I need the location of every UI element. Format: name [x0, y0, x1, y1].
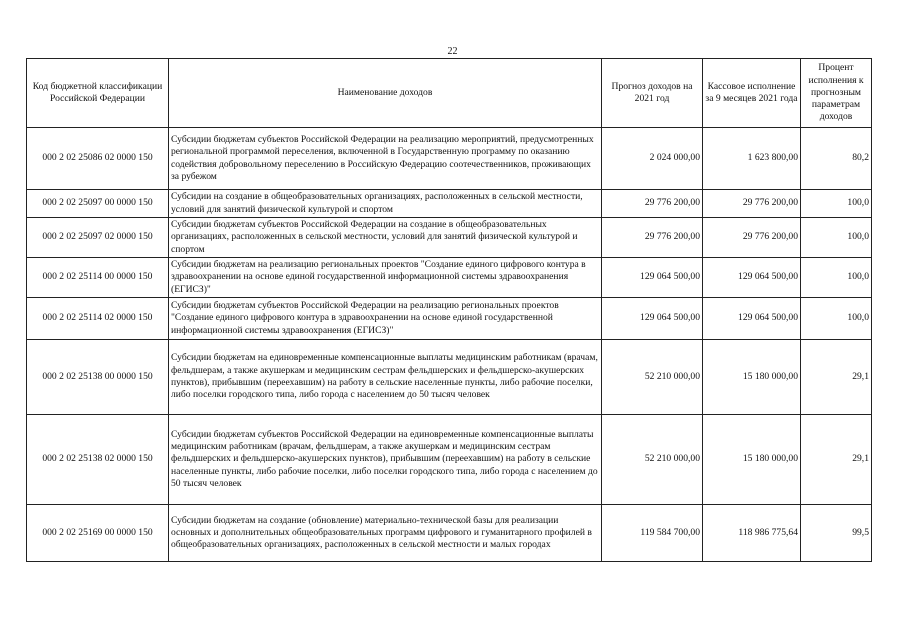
- table-row: [27, 415, 872, 505]
- row-percent: 29,1: [801, 340, 872, 415]
- row-forecast: 2 024 000,00: [602, 128, 703, 190]
- row-code: 000 2 02 25138 02 0000 150: [27, 415, 169, 505]
- table-row: [27, 190, 872, 218]
- row-code: 000 2 02 25169 00 0000 150: [27, 505, 169, 562]
- row-cash: 1 623 800,00: [703, 128, 801, 190]
- row-percent: 29,1: [801, 415, 872, 505]
- row-forecast: 52 210 000,00: [602, 415, 703, 505]
- row-cash: 29 776 200,00: [703, 190, 801, 218]
- header-name: Наименование доходов: [169, 59, 602, 128]
- page-number: 22: [447, 46, 458, 57]
- row-code: 000 2 02 25138 00 0000 150: [27, 340, 169, 415]
- table-row: [27, 340, 872, 415]
- row-forecast: 119 584 700,00: [602, 505, 703, 562]
- row-forecast: 29 776 200,00: [602, 190, 703, 218]
- header-forecast: Прогноз доходов на 2021 год: [602, 59, 703, 128]
- row-name: Субсидии бюджетам субъектов Российской Федерации на создание в общеобразовательных организациях, расположенных в сельской местности, условий для занятий физической культурой и спортом: [169, 218, 602, 258]
- table-row: [27, 505, 872, 562]
- row-forecast: 129 064 500,00: [602, 258, 703, 298]
- row-name: Субсидии бюджетам на создание (обновление) материально-технической базы для реализации основных и дополнительных общеобразовательных программ цифрового и гуманитарного профилей в общеобразовательных организациях, расположенных в сельской местности и малых городах: [169, 505, 602, 562]
- row-name: Субсидии бюджетам субъектов Российской Федерации на реализацию региональных проектов "Создание единого цифрового контура в здравоохранении на основе единой государственной информационной системы здравоохранения (ЕГИСЗ)": [169, 298, 602, 340]
- table-row: [27, 298, 872, 340]
- header-percent: Процент исполнения к прогнозным параметрам доходов: [801, 59, 872, 128]
- row-cash: 15 180 000,00: [703, 340, 801, 415]
- row-name: Субсидии на создание в общеобразовательных организациях, расположенных в сельской местности, условий для занятий физической культурой и спортом: [169, 190, 602, 218]
- row-cash: 29 776 200,00: [703, 218, 801, 258]
- header-code: Код бюджетной классификации Российской Федерации: [27, 59, 169, 128]
- row-forecast: 29 776 200,00: [602, 218, 703, 258]
- row-code: 000 2 02 25097 02 0000 150: [27, 218, 169, 258]
- row-name: Субсидии бюджетам на реализацию региональных проектов "Создание единого цифрового контура в здравоохранении на основе единой государственной информационной системы здравоохранения (ЕГИСЗ)": [169, 258, 602, 298]
- row-name: Субсидии бюджетам субъектов Российской Федерации на реализацию мероприятий, предусмотренных региональной программой переселения, включенной в Государственную программу по оказанию содействия добровольному переселению в Российскую Федерацию соотечественников, проживающих за рубежом: [169, 128, 602, 190]
- row-code: 000 2 02 25097 00 0000 150: [27, 190, 169, 218]
- row-code: 000 2 02 25086 02 0000 150: [27, 128, 169, 190]
- row-cash: 15 180 000,00: [703, 415, 801, 505]
- table-row: [27, 128, 872, 190]
- table-header-row: [27, 59, 872, 128]
- row-percent: 100,0: [801, 298, 872, 340]
- row-cash: 118 986 775,64: [703, 505, 801, 562]
- row-percent: 100,0: [801, 218, 872, 258]
- row-name: Субсидии бюджетам на единовременные компенсационные выплаты медицинским работникам (врачам, фельдшерам, а также акушеркам и медицинским сестрам фельдшерских и фельдшерско-акушерских пунктов), прибывшим (переехавшим) на работу в сельские населенные пункты, либо рабочие поселки, либо поселки городского типа, либо города с населением до 50 тысяч человек: [169, 340, 602, 415]
- row-code: 000 2 02 25114 02 0000 150: [27, 298, 169, 340]
- row-percent: 100,0: [801, 190, 872, 218]
- row-name: Субсидии бюджетам субъектов Российской Федерации на единовременные компенсационные выплаты медицинским работникам (врачам, фельдшерам, а также акушеркам и медицинским сестрам фельдшерских и фельдшерско-акушерских пунктов), прибывшим (переехавшим) на работу в сельские населенные пункты, либо рабочие поселки, либо поселки городского типа, либо города с населением до 50 тысяч человек: [169, 415, 602, 505]
- table-row: [27, 218, 872, 258]
- budget-income-table: [26, 58, 872, 562]
- row-forecast: 129 064 500,00: [602, 298, 703, 340]
- row-forecast: 52 210 000,00: [602, 340, 703, 415]
- row-cash: 129 064 500,00: [703, 298, 801, 340]
- row-percent: 80,2: [801, 128, 872, 190]
- row-cash: 129 064 500,00: [703, 258, 801, 298]
- row-code: 000 2 02 25114 00 0000 150: [27, 258, 169, 298]
- table-row: [27, 258, 872, 298]
- row-percent: 100,0: [801, 258, 872, 298]
- header-cash: Кассовое исполнение за 9 месяцев 2021 года: [703, 59, 801, 128]
- row-percent: 99,5: [801, 505, 872, 562]
